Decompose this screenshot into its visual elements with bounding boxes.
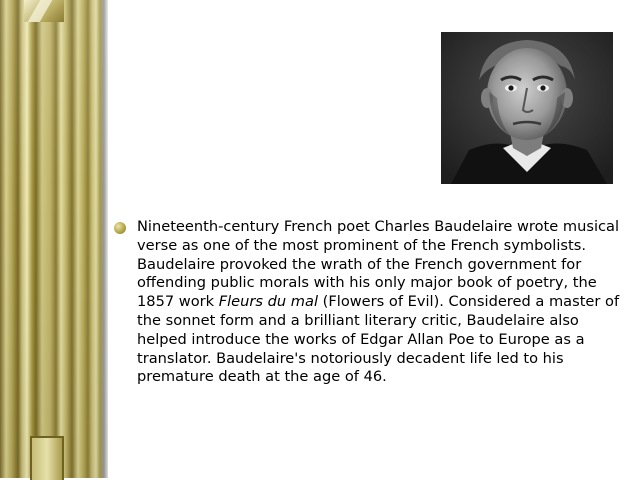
bullet-icon xyxy=(114,222,126,234)
column-top-ornament xyxy=(24,0,64,22)
column-shine xyxy=(0,0,108,478)
book-title: Fleurs du mal xyxy=(218,293,319,311)
portrait-photo xyxy=(441,32,613,184)
paragraph-text-end: (Flowers of Evil). Considered a master of the sonnet form and a brilliant literary critic, Baudelaire also helped introduce the works of Edgar Allan Poe to Europe as a translator. Baudelaire's notoriously decadent life led to his premature death at the age of 46. xyxy=(137,293,620,386)
paragraph-text-start: Nineteenth-century French poet Charles Baudelaire wrote musical verse as one of the most prominent of the French symbolists. Baudelaire provoked the wrath of the French government for offending public morals with his only major book of poetry, the 1857 work xyxy=(137,218,620,311)
column-base-ornament xyxy=(30,436,64,480)
slide-body xyxy=(114,218,628,387)
portrait-illustration xyxy=(441,32,613,184)
bullet-paragraph xyxy=(137,218,628,387)
decorative-gold-column xyxy=(0,0,108,478)
